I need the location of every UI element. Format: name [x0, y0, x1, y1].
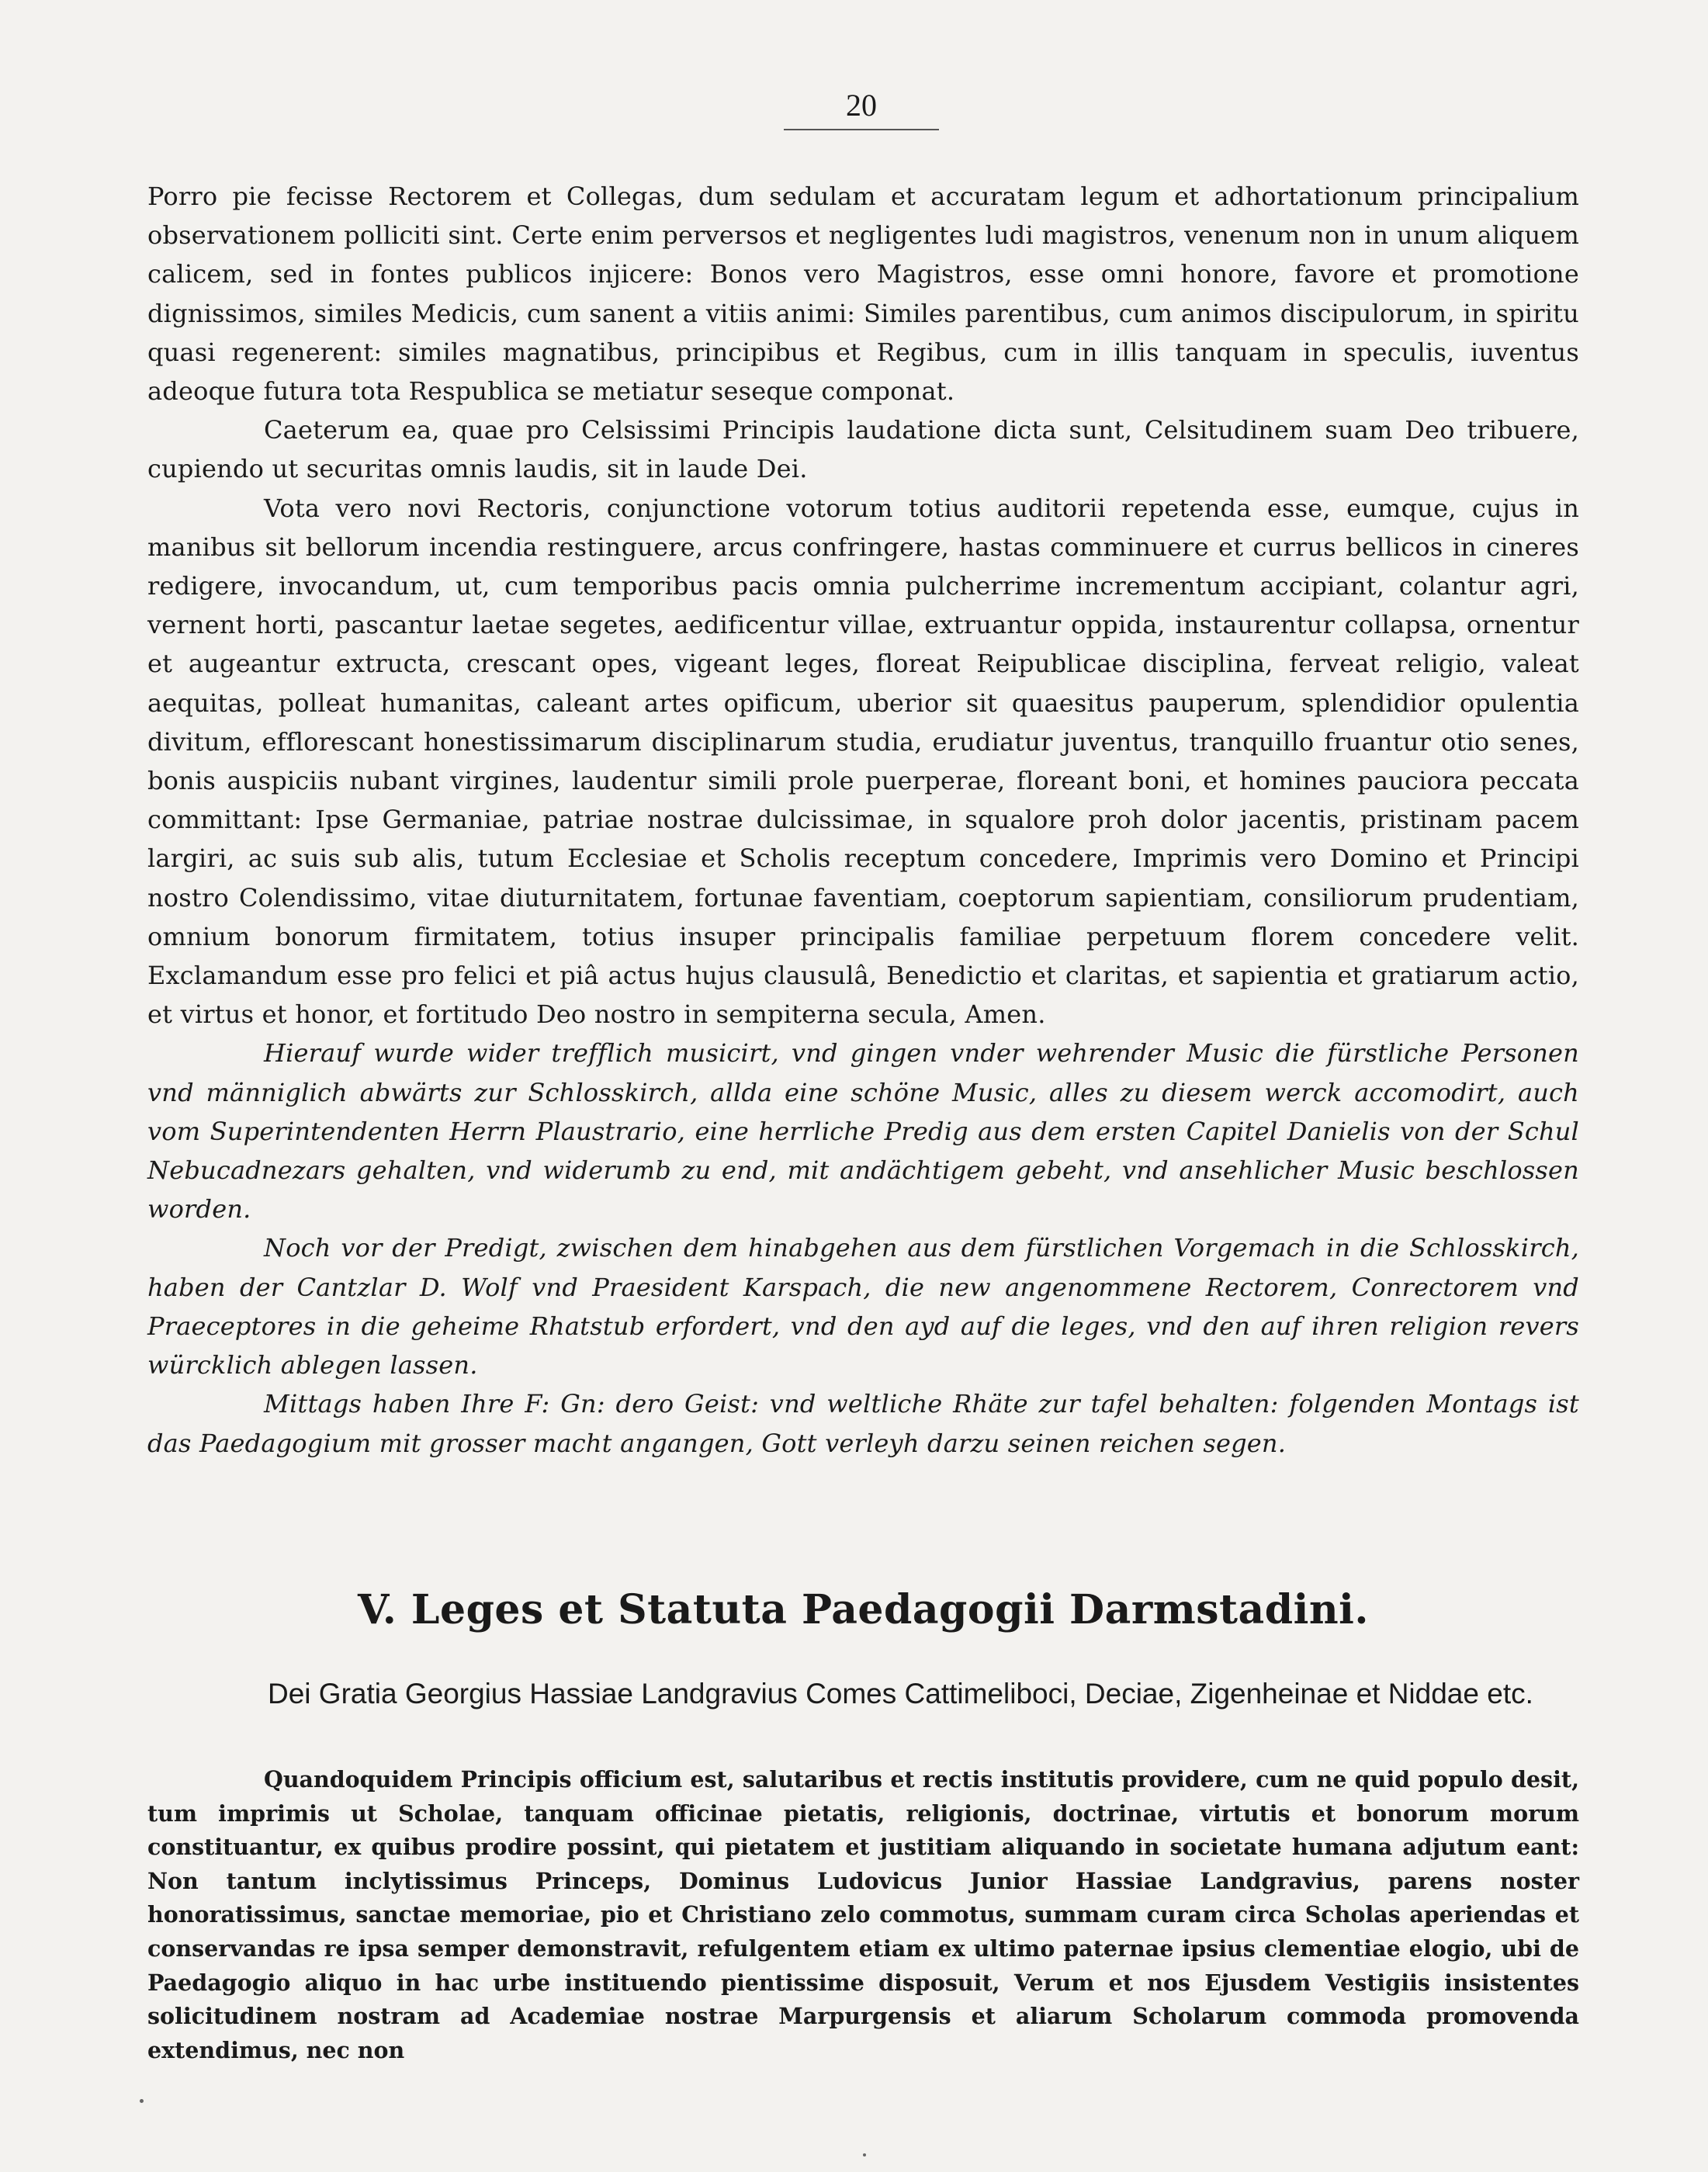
german-paragraph-2: Noch vor der Predigt, zwischen dem hinabgehen aus dem fürstlichen Vorgemach in die Schlosskirch, haben der Cantzlar D. Wolf vnd Praesident Karspach, die new angenommene Rectorem, Conrectorem vnd Praeceptores in die geheime Rhatstub erfordert, vnd den ayd auf die leges, vnd den auf ihren religion revers würcklich ablegen lassen.	[147, 1233, 1579, 1380]
scan-speck	[863, 2153, 866, 2156]
statute-block	[147, 1763, 1579, 2067]
dedication-block	[147, 1671, 1579, 1716]
page-number-rule	[784, 129, 939, 130]
page-number-container	[784, 87, 939, 124]
german-paragraph-1: Hierauf wurde wider trefflich musicirt, vnd gingen vnder wehrender Music die fürstliche Personen vnd männiglich abwärts zur Schlosskirch, allda eine schöne Music, alles zu diesem werck accomodirt, auch vom Superintendenten Herrn Plaustrario, eine herrliche Predig aus dem ersten Capitel Danielis von der Schul Nebucadnezars gehalten, vnd widerumb zu end, mit andächtigem gebeht, vnd ansehlicher Music beschlossen worden.	[147, 1038, 1579, 1225]
scan-speck	[140, 2099, 144, 2103]
german-paragraph-3: Mittags haben Ihre F: Gn: dero Geist: vnd weltliche Rhäte zur tafel behalten: folgenden Montags ist das Paedagogium mit grosser macht angangen, Gott verleyh darzu seinen reichen segen.	[147, 1389, 1579, 1458]
dedication-text: Dei Gratia Georgius Hassiae Landgravius Comes Cattimeliboci, Deciae, Zigenheinae et Niddae etc.	[268, 1678, 1533, 1710]
page-number: 20	[846, 88, 877, 123]
main-text-block	[147, 177, 1579, 1463]
section-heading: V. Leges et Statuta Paedagogii Darmstadini.	[357, 1586, 1370, 1633]
latin-paragraph-1: Porro pie fecisse Rectorem et Collegas, dum sedulam et accuratam legum et adhortationum principalium observationem polliciti sint. Certe enim perversos et negligentes ludi magistros, venenum non in unum aliquem calicem, sed in fontes publicos injicere: Bonos vero Magistros, esse omni honore, favore et promotione dignissimos, similes Medicis, cum sanent a vitiis animi: Similes parentibus, cum animos discipulorum, in spiritu quasi regenerent: similes magnatibus, principibus et Regibus, cum in illis tanquam in speculis, iuventus adeoque futura tota Respublica se metiatur seseque componat.	[147, 182, 1579, 407]
latin-paragraph-3: Vota vero novi Rectoris, conjunctione votorum totius auditorii repetenda esse, eumque, cujus in manibus sit bellorum incendia restinguere, arcus confringere, hastas comminuere et currus bellicos in cineres redigere, invocandum, ut, cum temporibus pacis omnia pulcherrime incrementum accipiant, colantur agri, vernent horti, pascantur laetae segetes, aedificentur villae, extruantur oppida, instaurentur collapsa, ornentur et augeantur extructa, crescant opes, vigeant leges, floreat Reipublicae disciplina, ferveat religio, valeat aequitas, polleat humanitas, caleant artes opificum, uberior sit quaesitus pauperum, splendidior opulentia divitum, efflorescant honestissimarum disciplinarum studia, erudiatur juventus, tranquillo fruantur otio senes, bonis auspiciis nubant virgines, laudentur simili prole puerperae, floreant boni, et homines pauciora peccata committant: Ipse Germaniae, patriae nostrae dulcissimae, in squalore proh dolor jacentis, pristinam pacem largiri, ac suis sub alis, tutum Ecclesiae et Scholis receptum concedere, Imprimis vero Domino et Principi nostro Colendissimo, vitae diuturnitatem, fortunae faventiam, coeptorum sapientiam, consiliorum prudentiam, omnium bonorum firmitatem, totius insuper principalis familiae perpetuum florem concedere velit. Exclamandum esse pro felici et piâ actus hujus clausulâ, Benedictio et claritas, et sapientia et gratiarum actio, et virtus et honor, et fortitudo Deo nostro in sempiterna secula, Amen.	[147, 493, 1579, 1030]
latin-paragraph-2: Caeterum ea, quae pro Celsissimi Principis laudatione dicta sunt, Celsitudinem suam Deo tribuere, cupiendo ut securitas omnis laudis, sit in laude Dei.	[147, 415, 1579, 484]
statute-text: Quandoquidem Principis officium est, salutaribus et rectis institutis providere, cum ne quid populo desit, tum imprimis ut Scholae, tanquam officinae pietatis, religionis, doctrinae, virtutis et bonorum morum constituantur, ex quibus prodire possint, qui pietatem et justitiam aliquando in societate humana adjutum eant: Non tantum inclytissimus Princeps, Dominus Ludovicus Junior Hassiae Landgravius, parens noster honoratissimus, sanctae memoriae, pio et Christiano zelo commotus, summam curam circa Scholas aperiendas et conservandas re ipsa semper demonstravit, refulgentem etiam ex ultimo paternae ipsius clementiae elogio, ubi de Paedagogio aliquo in hac urbe instituendo pientissime disposuit, Verum et nos Ejusdem Vestigiis insistentes solicitudinem nostram ad Academiae nostrae Marpurgensis et aliarum Scholarum commoda promovenda extendimus, nec non	[147, 1766, 1579, 2063]
